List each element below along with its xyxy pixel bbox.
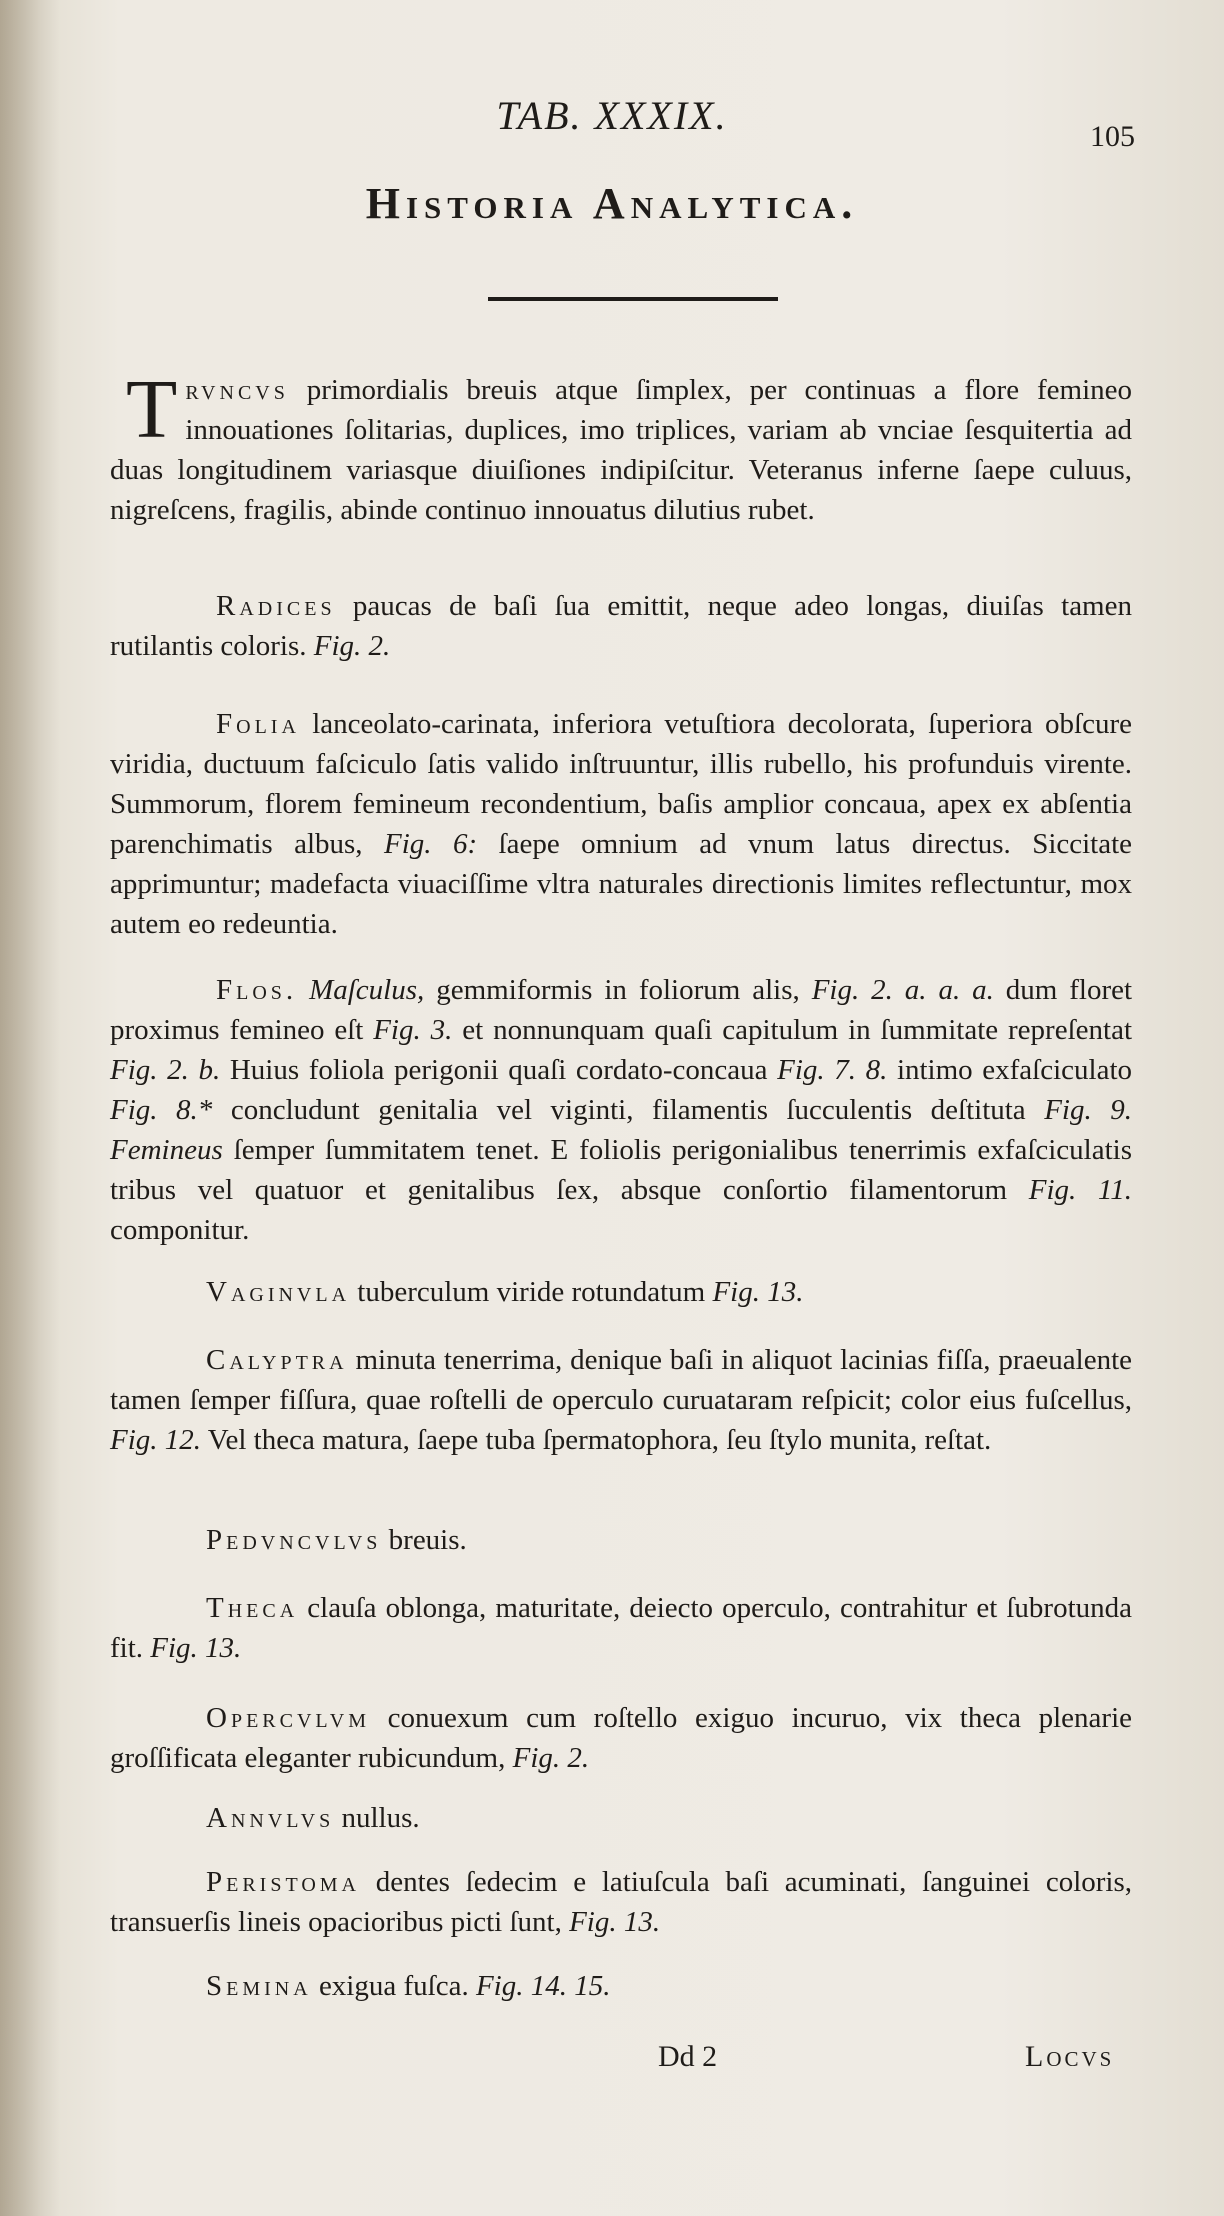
paragraph-text: paucas de baſi ſua emittit, neque adeo longas, diuiſas tamen rutilantis coloris. (110, 590, 1132, 662)
figure-reference: Fig. 2. b. (110, 1054, 221, 1086)
paragraph-text: dentes ſedecim e latiuſcula baſi acuminati, ſanguinei coloris, transuerſis lineis opacioribus picti ſunt, (110, 1866, 1132, 1938)
paragraph-flos (110, 970, 1132, 1250)
figure-reference: Fig. 13. (569, 1906, 661, 1938)
catchword: Locvs (1025, 2040, 1115, 2073)
lead-word: Vaginvla (206, 1276, 351, 1308)
paragraph-text: minuta tenerrima, denique baſi in aliquot lacinias fiſſa, praeualente tamen ſemper fiſſura, quae roſtelli de operculo curuataram reſpicit; color eius fuſcellus, (110, 1344, 1132, 1416)
paragraph-operculum (110, 1698, 1132, 1778)
paragraph-text: ſemper ſummitatem tenet. E foliolis perigonialibus tenerrimis exfaſciculatis tribus vel quatuor et genitalibus ſex, absque conſortio filamentorum (110, 1134, 1133, 1206)
signature-mark: Dd 2 (658, 2040, 718, 2073)
paragraph-pedunculus (110, 1520, 1132, 1560)
lead-word: Pedvncvlvs (206, 1524, 382, 1556)
plate-reference: TAB. XXXIX. (496, 93, 728, 138)
paragraph-theca (110, 1588, 1132, 1668)
lead-word: Radices (216, 590, 336, 622)
lead-word: Folia (216, 708, 300, 740)
figure-reference: Fig. 3. (373, 1014, 453, 1046)
figure-reference: Fig. 13. (712, 1276, 804, 1308)
figure-reference: Fig. 14. 15. (475, 1970, 611, 2002)
lead-word: rvncvs (185, 374, 289, 406)
figure-reference: Fig. 13. (150, 1632, 242, 1664)
paragraph-text: exigua fuſca. (318, 1970, 469, 2002)
paragraph-truncus (110, 363, 1132, 530)
page-number: 105 (1090, 120, 1135, 153)
paragraph-text: tuberculum viride rotundatum (357, 1276, 706, 1308)
figure-reference: Fig. 2. (512, 1742, 590, 1774)
figure-reference: Fig. 2. (313, 630, 391, 662)
lead-word: Peristoma (206, 1866, 360, 1898)
paragraph-text: breuis. (388, 1524, 467, 1556)
paragraph-text: conuexum cum roſtello exiguo incuruo, vix theca plenarie groſſificata eleganter rubicundum, (110, 1702, 1132, 1774)
paragraph-peristoma (110, 1862, 1132, 1942)
figure-reference: Fig. 8.* (110, 1094, 213, 1126)
paragraph-radices (110, 586, 1132, 666)
italic-term: Femineus (110, 1134, 223, 1166)
figure-reference: Fig. 7. 8. (777, 1054, 888, 1086)
lead-word: Annvlvs (206, 1802, 335, 1834)
paragraph-text: lanceolato-carinata, inferiora vetuſtiora decolorata, ſuperiora obſcure viridia, ductuum faſciculo ſatis valido inſtruuntur, illis rubello, his profunduis virente. Summorum, florem femineum recondentium, baſis amplior concaua, apex ex abſentia parenchimatis albus, (110, 708, 1132, 860)
page-title: Historia Analytica. (365, 179, 859, 228)
paragraph-text: ſaepe omnium ad vnum latus directus. Siccitate apprimuntur; madefacta viuaciſſime vltra naturales directionis limites reflectuntur, mox autem eo redeuntia. (110, 828, 1133, 940)
figure-reference: Fig. 11. (1028, 1174, 1133, 1206)
paragraph-text: dum floret proximus femineo eſt (110, 974, 1133, 1046)
paragraph-text: intimo exfaſciculato (896, 1054, 1133, 1086)
lead-word: Theca (206, 1592, 299, 1624)
paragraph-text: et nonnunquam quaſi capitulum in ſummitate repreſentat (462, 1014, 1132, 1046)
paragraph-annulus (110, 1798, 1132, 1838)
paragraph-text: primordialis breuis atque ſimplex, per continuas a flore femineo innouationes ſolitarias, duplices, imo triplices, variam ab vnciae ſesquitertia ad duas longitudinem variasque diuiſiones indipiſcitur. Veteranus inferne ſaepe culuus, nigreſcens, fragilis, abinde continuo innouatus dilutius rubet. (110, 374, 1132, 526)
title-rule (488, 297, 778, 301)
lead-word: Semina (206, 1970, 312, 2002)
figure-reference: Fig. 6: (384, 828, 478, 860)
figure-reference: Fig. 2. a. a. a. (811, 974, 994, 1006)
paragraph-text: clauſa oblonga, maturitate, deiecto operculo, contrahitur et ſubrotunda fit. (110, 1592, 1132, 1664)
italic-term: Maſculus, (309, 974, 425, 1006)
paragraph-text: gemmiformis in foliorum alis, (436, 974, 800, 1006)
lead-word: Calyptra (206, 1344, 348, 1376)
paragraph-text: Huius foliola perigonii quaſi cordato-concaua (229, 1054, 768, 1086)
spine-shadow (0, 0, 60, 2216)
figure-reference: Fig. 9. (1044, 1094, 1133, 1126)
lead-word: Opercvlvm (206, 1702, 371, 1734)
drop-cap: T (126, 363, 178, 456)
paragraph-text: componitur. (110, 1214, 250, 1246)
paragraph-text: concludunt genitalia vel viginti, filamentis ſucculentis deſtituta (230, 1094, 1026, 1126)
paragraph-text: nullus. (341, 1802, 420, 1834)
paragraph-calyptra (110, 1340, 1132, 1460)
paragraph-semina (110, 1966, 1132, 2006)
paragraph-folia (110, 704, 1132, 944)
paragraph-text: Vel theca matura, ſaepe tuba ſpermatophora, ſeu ſtylo munita, reſtat. (207, 1424, 992, 1456)
figure-reference: Fig. 12. (110, 1424, 202, 1456)
paragraph-vaginula (110, 1272, 1132, 1312)
lead-word: Flos. (216, 974, 298, 1006)
